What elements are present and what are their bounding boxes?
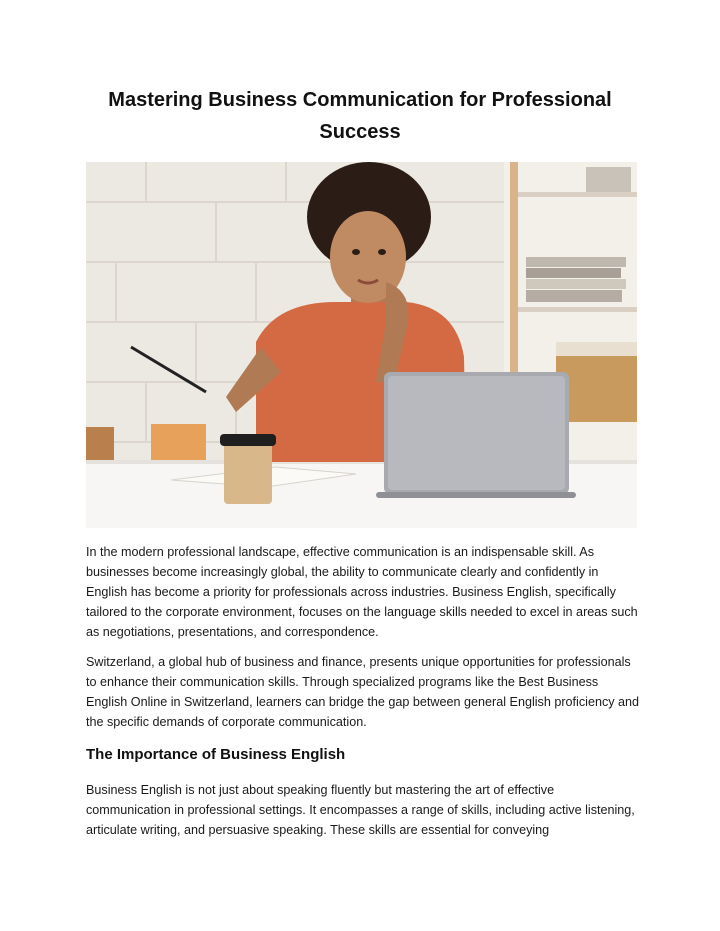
section-heading: The Importance of Business English (86, 746, 346, 763)
document-title: Mastering Business Communication for Professional Success (108, 89, 612, 143)
switzerland-paragraph: Switzerland, a global hub of business and finance, presents unique opportunities for professionals to enhance their communication skills. Through specialized programs like the Best Business English Online in Switzerland, learners can bridge the gap between general English proficiency and the specific demands of corporate communication. (86, 655, 640, 729)
photo-woman-with-laptop-icon (86, 162, 637, 528)
intro-paragraph: In the modern professional landscape, effective communication is an indispensable skill. As businesses become increasingly global, the ability to communicate clearly and confidently in English has become a priority for professionals across industries. Business English, specifically tailored to the corporate environment, focuses on the language skills needed to excel in areas such as negotiations, presentations, and correspondence. (86, 545, 638, 639)
hero-photo (86, 162, 637, 528)
section-paragraph: Business English is not just about speaking fluently but mastering the art of effective communication in professional settings. It encompasses a range of skills, including active listening, articulate writing, and persuasive speaking. These skills are essential for conveying (86, 783, 635, 837)
